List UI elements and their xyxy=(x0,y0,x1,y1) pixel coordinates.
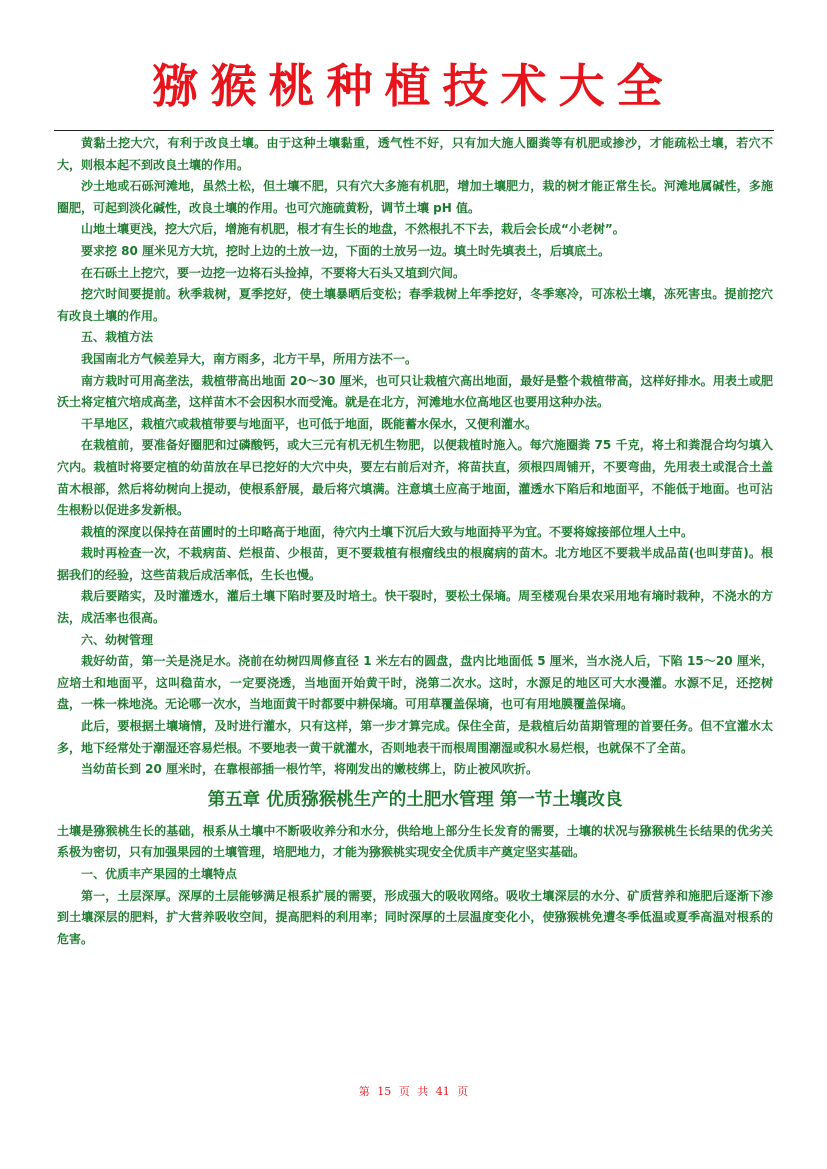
paragraph: 土壤是猕猴桃生长的基础，根系从土壤中不断吸收养分和水分，供给地上部分生长发育的需要，土壤的状况与猕猴桃生长结果的优劣关系极为密切，只有加强果园的土壤管理，培肥地力，才能为猕猴桃实现安全优质丰产奠定坚实基础。 xyxy=(57,823,773,860)
paragraph: 山地土壤更浅，挖大穴后，增施有机肥，根才有生长的地盘，不然根扎不下去，栽后会长成“小老树”。 xyxy=(81,222,625,237)
title-divider xyxy=(54,130,774,131)
paragraph: 挖穴时间要提前。秋季栽树，夏季挖好，使土壤暴晒后变松；春季栽树上年季挖好，冬季寒冷，可冻松土壤，冻死害虫。提前挖穴有改良土壤的作用。 xyxy=(57,287,773,323)
page-number-footer: 第 15 页 共 41 页 xyxy=(358,1085,469,1098)
chapter-heading: 第五章 优质猕猴桃生产的土肥水管理 第一节土壤改良 xyxy=(207,789,623,810)
paragraph: 第一，土层深厚。深厚的土层能够满足根系扩展的需要，形成强大的吸收网络。吸收土壤深层的水分、矿质营养和施肥后逐渐下渗到土壤深层的肥料，扩大营养吸收空间，提高肥料的利用率；同时深厚的土层温度变化小，使猕猴桃免遭冬季低温或夏季高温对根系的危害。 xyxy=(57,888,773,946)
section-heading: 五、栽植方法 xyxy=(81,330,154,345)
paragraph: 我国南北方气候差异大，南方雨多，北方干旱，所用方法不一。 xyxy=(81,351,418,366)
document-title: 猕猴桃种植技术大全 xyxy=(152,59,675,113)
paragraph: 此后，要根据土壤墒情，及时进行灌水，只有这样，第一步才算完成。保住全苗，是栽植后幼苗期管理的首要任务。但不宜灌水太多，地下经常处于潮湿还容易烂根。不要地表一黄干就灌水，否则地表干而根周围潮湿或积水易烂根，也就保不了全苗。 xyxy=(57,719,773,755)
paragraph: 在石砾土上挖穴，要一边挖一边将石头捡掉，不要将大石头又埴到穴间。 xyxy=(81,265,466,280)
document-body xyxy=(57,133,773,950)
paragraph: 黄黏土挖大穴，有利于改良土壤。由于这种土壤黏重，透气性不好，只有加大施人圈粪等有机肥或掺沙，才能疏松土壤，若穴不大，则根本起不到改良土壤的作用。 xyxy=(57,136,773,172)
paragraph: 要求挖 80 厘米见方大坑，挖时上边的土放一边，下面的土放另一边。填土时先填表土，后填底土。 xyxy=(81,243,611,258)
paragraph: 在栽植前，要准备好圈肥和过磷酸钙，或大三元有机无机生物肥，以便栽植时施入。每穴施圈粪 75 千克，将土和粪混合均匀填入穴内。栽植时将要定植的幼苗放在早已挖好的大穴中央，要左右前后对齐，将苗扶直，须根四周铺开，不要弯曲，先用表土或混合土盖苗木根部，然后将幼树向上提动，使根系舒展，最后将穴填满。注意填土应高于地面，灌透水下陷后和地面平，不能低于地面。也可沾生根粉以促进多发新根。 xyxy=(57,438,773,518)
section-heading: 一、优质丰产果园的土壤特点 xyxy=(81,867,238,881)
paragraph: 栽时再检查一次，不栽病苗、烂根苗、少根苗，更不要栽植有根瘤线虫的根腐病的苗木。北方地区不要栽半成品苗(也叫芽苗)。根据我们的经验，这些苗栽后成活率低，生长也慢。 xyxy=(57,546,773,582)
paragraph: 南方栽时可用高垄法，栽植带高出地面 20～30 厘米，也可只让栽植穴高出地面，最好是整个栽植带高，这样好排水。用表土或肥沃土将定植穴培成高垄，这样苗木不会因积水而受淹。就是在北方，河滩地水位高地区也要用这种办法。 xyxy=(57,373,773,410)
paragraph: 当幼苗长到 20 厘米时，在靠根部插一根竹竿，将刚发出的嫩枝绑上，防止被风吹折。 xyxy=(81,762,539,777)
paragraph: 沙土地或石砾河滩地，虽然土松，但土壤不肥，只有穴大多施有机肥，增加土壤肥力，栽的树才能正常生长。河滩地属碱性，多施圈肥，可起到淡化碱性，改良土壤的作用。也可穴施硫黄粉，调节土壤 pH 值。 xyxy=(57,179,773,215)
paragraph: 干旱地区，栽植穴或栽植带要与地面平，也可低于地面，既能蓄水保水，又便利灌水。 xyxy=(81,416,538,431)
paragraph: 栽植的深度以保持在苗圃时的土印略高于地面，待穴内土壤下沉后大致与地面持平为宜。不要将嫁接部位埋人土中。 xyxy=(81,524,694,539)
section-heading: 六、幼树管理 xyxy=(81,632,154,647)
paragraph: 栽好幼苗，第一关是浇足水。浇前在幼树四周修直径 1 米左右的圆盘，盘内比地面低 5 厘米，当水浇人后，下陷 15～20 厘米，应培土和地面平，这叫稳苗水，一定要浇透，当地面开始黄干时，浇第二次水。这时，水源足的地区可大水漫灌。水源不足，还挖树盘，一株一株地浇。无论哪一次水，当地面黄干时都要中耕保墒。可用草覆盖保墒，也可有用地膜覆盖保墒。 xyxy=(57,654,773,712)
paragraph: 栽后要踏实，及时灌透水，灌后土壤下陷时要及时培土。快干裂时，要松土保墒。周至楼观台果农采用地有墒时栽种，不浇水的方法，成活率也很高。 xyxy=(57,589,773,626)
